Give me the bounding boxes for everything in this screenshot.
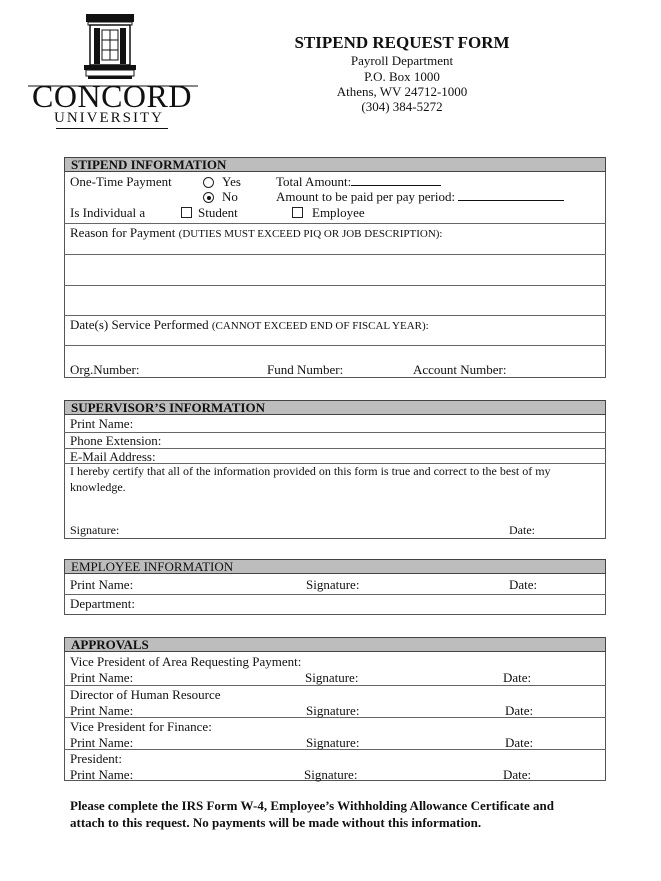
supervisor-heading: SUPERVISOR’S INFORMATION [64, 400, 606, 415]
reason-label: Reason for Payment [70, 225, 176, 240]
org-number-label: Org.Number: [70, 362, 140, 377]
supervisor-print-name[interactable]: Print Name: [70, 416, 134, 431]
header-phone: (304) 384-5272 [361, 99, 443, 114]
form-title: STIPEND REQUEST FORM [294, 33, 510, 52]
account-number-label: Account Number: [413, 362, 507, 377]
per-period-label: Amount to be paid per pay period: [276, 189, 456, 204]
approvals-heading: APPROVALS [64, 637, 606, 652]
yes-label: Yes [222, 174, 241, 189]
certify-text-2: knowledge. [70, 480, 126, 494]
approval-role-vp-finance: Vice President for Finance: [70, 719, 212, 734]
no-option[interactable] [203, 189, 238, 205]
logo-name: CONCORD [32, 78, 192, 114]
approval-print-name[interactable]: Print Name: [70, 670, 134, 685]
header-dept: Payroll Department [350, 53, 454, 68]
stipend-heading: STIPEND INFORMATION [64, 157, 606, 172]
approval-date[interactable]: Date: [505, 703, 534, 718]
employee-department[interactable]: Department: [70, 596, 135, 611]
yes-radio[interactable] [203, 177, 214, 188]
total-amount-input[interactable] [351, 174, 441, 186]
supervisor-phone-ext[interactable]: Phone Extension: [70, 433, 162, 448]
approval-signature[interactable]: Signature: [304, 767, 358, 782]
total-amount-field[interactable] [276, 174, 441, 190]
logo-subtitle: UNIVERSITY [54, 110, 164, 126]
no-label: No [222, 189, 238, 204]
dates-field[interactable] [70, 317, 429, 333]
supervisor-date[interactable]: Date: [509, 523, 535, 537]
approval-signature[interactable]: Signature: [305, 670, 359, 685]
employee-option[interactable] [292, 205, 365, 221]
dates-label: Date(s) Service Performed [70, 317, 209, 332]
supervisor-signature[interactable]: Signature: [70, 523, 120, 537]
total-amount-label: Total Amount: [276, 174, 352, 189]
approval-role-president: President: [70, 751, 122, 766]
approval-role-vp-area: Vice President of Area Requesting Payment: [70, 654, 302, 669]
approval-date[interactable]: Date: [503, 670, 532, 685]
employee-print-name[interactable]: Print Name: [70, 577, 134, 592]
approval-date[interactable]: Date: [503, 767, 532, 782]
approval-print-name[interactable]: Print Name: [70, 767, 134, 782]
employee-signature[interactable]: Signature: [306, 577, 360, 592]
supervisor-email[interactable]: E-Mail Address: [70, 449, 156, 464]
fund-number-label: Fund Number: [267, 362, 344, 377]
university-logo [28, 12, 198, 132]
student-checkbox[interactable] [181, 207, 192, 218]
employee-heading: EMPLOYEE INFORMATION [64, 559, 606, 574]
header-city: Athens, WV 24712-1000 [336, 84, 468, 99]
employee-label: Employee [312, 205, 365, 220]
footer-line-1: Please complete the IRS Form W-4, Employee’s Withholding Allowance Certificate and [70, 798, 554, 813]
approval-print-name[interactable]: Print Name: [70, 735, 134, 750]
one-time-payment-label: One-Time Payment [70, 174, 172, 189]
reason-field[interactable] [70, 225, 442, 241]
employee-checkbox[interactable] [292, 207, 303, 218]
per-period-field[interactable] [276, 189, 564, 205]
approval-signature[interactable]: Signature: [306, 703, 360, 718]
footer-line-2: attach to this request. No payments will be made without this information. [70, 815, 482, 830]
approval-role-hr: Director of Human Resource [70, 687, 221, 702]
header-box: P.O. Box 1000 [364, 69, 440, 84]
student-label: Student [198, 205, 238, 220]
dates-note: (CANNOT EXCEED END OF FISCAL YEAR): [211, 320, 429, 332]
logo-underline [56, 128, 168, 129]
student-option[interactable] [181, 205, 238, 221]
no-radio[interactable] [203, 192, 214, 203]
approval-date[interactable]: Date: [505, 735, 534, 750]
yes-option[interactable] [203, 174, 241, 190]
approval-signature[interactable]: Signature: [306, 735, 360, 750]
individual-label: Is Individual a [70, 205, 146, 220]
per-period-input[interactable] [458, 189, 564, 201]
employee-date[interactable]: Date: [509, 577, 538, 592]
certify-text-1: I hereby certify that all of the information provided on this form is true and correct to the best of my [70, 464, 551, 478]
reason-note: (DUTIES MUST EXCEED PIQ OR JOB DESCRIPTION): [178, 228, 443, 240]
approval-print-name[interactable]: Print Name: [70, 703, 134, 718]
